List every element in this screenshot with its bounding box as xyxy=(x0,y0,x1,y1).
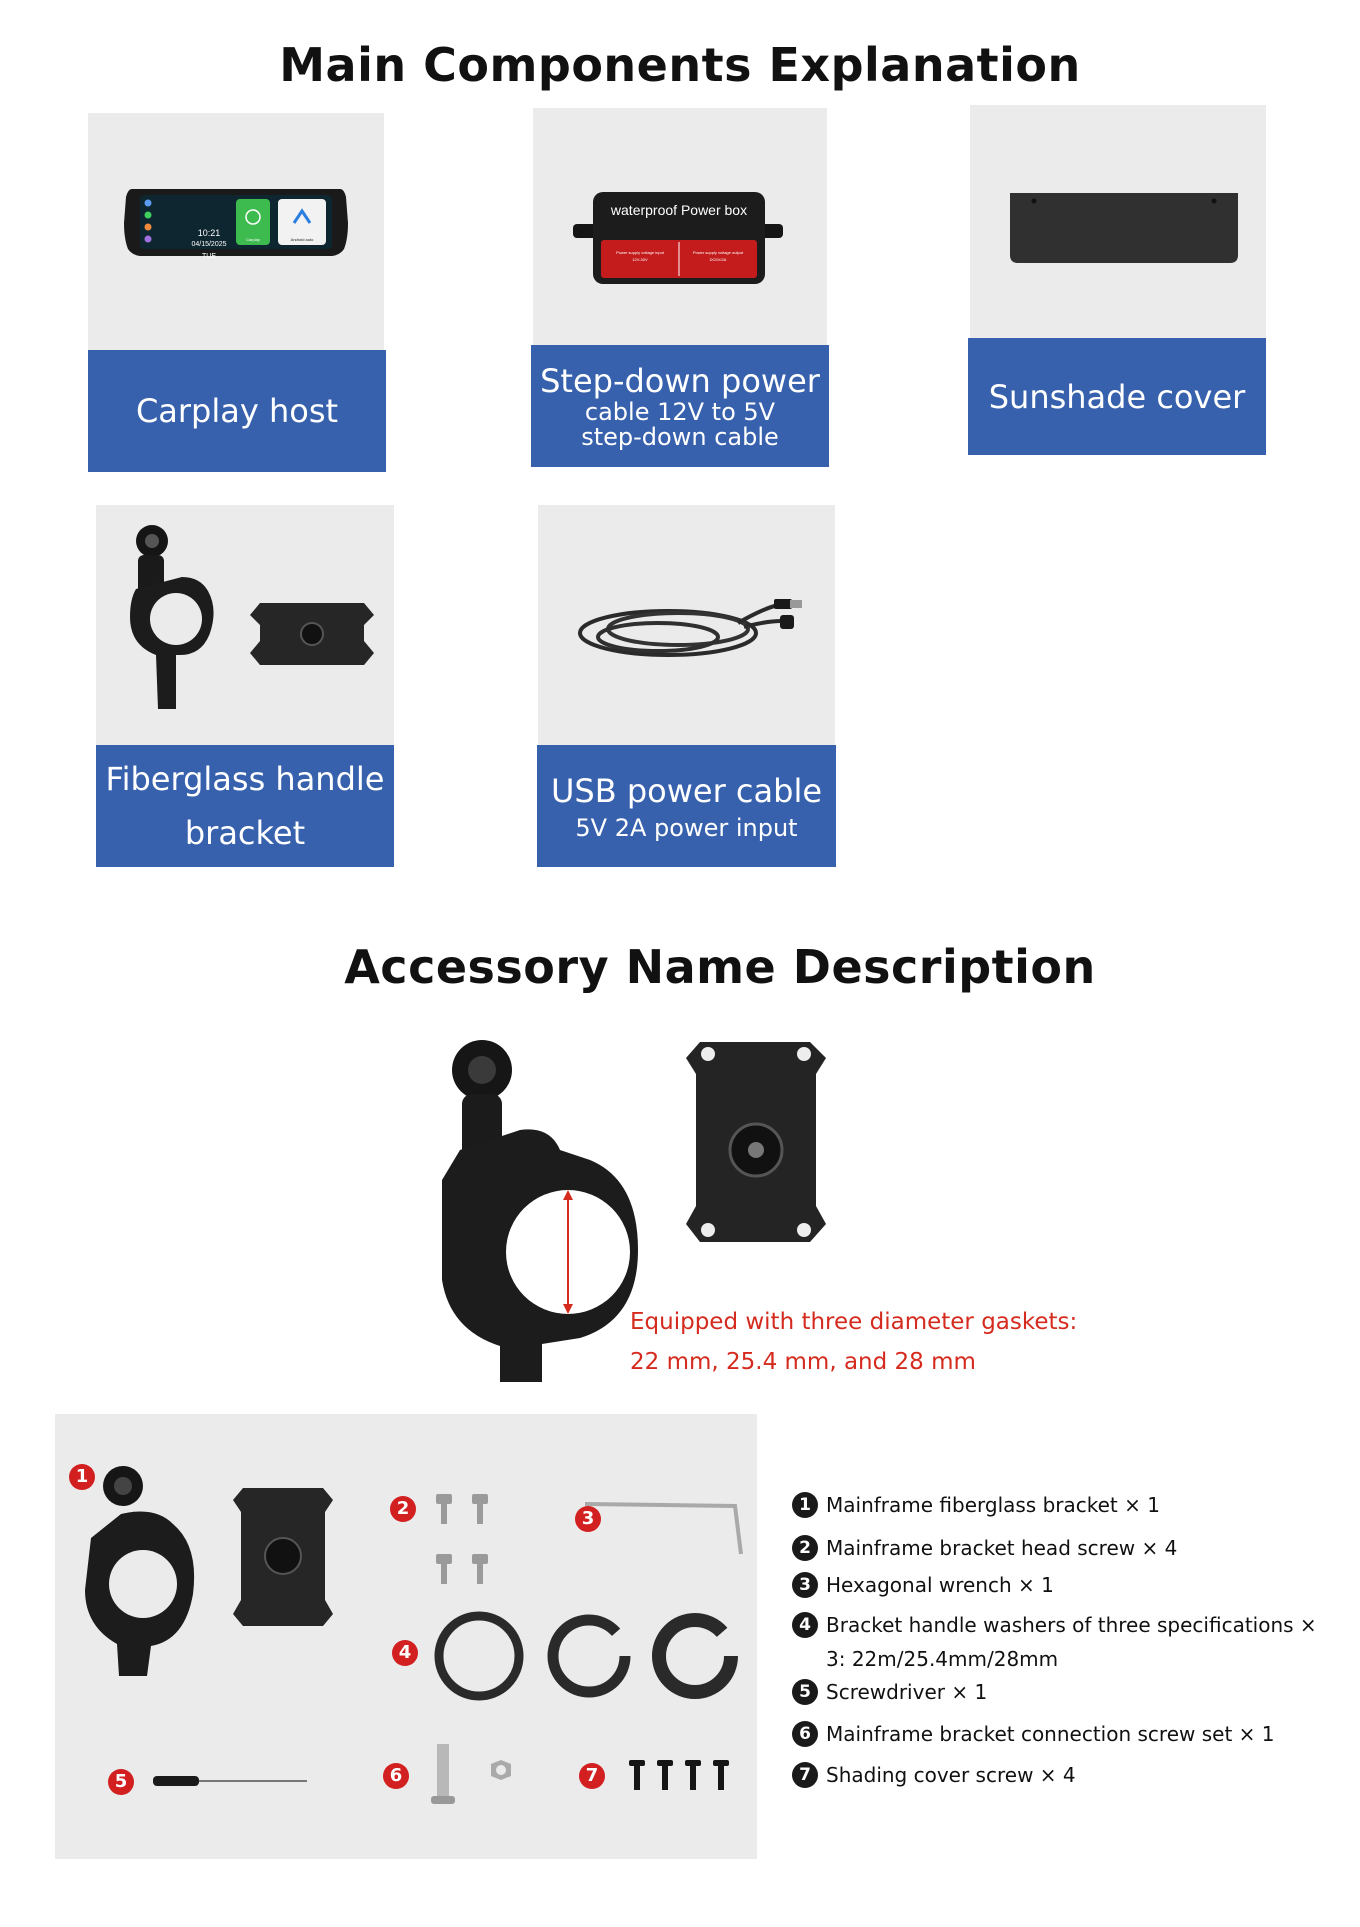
carplay-host-photo xyxy=(88,113,384,350)
badge-1: 1 xyxy=(69,1464,95,1490)
screen-clock xyxy=(182,227,236,263)
list-text: Bracket handle washers of three specifications × 3: 22m/25.4mm/28mm xyxy=(826,1613,1317,1671)
caption-label: USB power cable xyxy=(550,771,823,810)
caption-label: Step-down power xyxy=(540,362,820,400)
list-number: 2 xyxy=(792,1535,818,1561)
sunshade-photo xyxy=(970,105,1266,338)
list-text: Mainframe bracket connection screw set × 1 xyxy=(826,1722,1275,1746)
list-number: 4 xyxy=(792,1612,818,1638)
carplay-screen-icon xyxy=(88,113,384,350)
power-box-input-label: Power supply voltage input xyxy=(616,250,664,255)
list-number: 1 xyxy=(792,1492,818,1518)
caption-label: Sunshade cover xyxy=(988,377,1246,416)
badge-6: 6 xyxy=(383,1763,409,1789)
accessory-list-item xyxy=(792,1608,1322,1676)
screen-carplay-label: Carplay xyxy=(246,237,260,242)
caption-label: Carplay host xyxy=(135,392,339,430)
page-title: Main Components Explanation xyxy=(279,38,1081,92)
power-box-output xyxy=(679,249,757,263)
caption-label: Fiberglass handle bracket xyxy=(105,760,385,852)
accessory-list-item xyxy=(792,1675,987,1709)
power-box-label: waterproof Power box xyxy=(610,202,748,218)
power-box-input xyxy=(601,249,679,263)
gasket-note xyxy=(630,1302,1077,1382)
list-number: 3 xyxy=(792,1572,818,1598)
power-box-output-value: DC5V/2A xyxy=(709,257,727,262)
accessory-list-item xyxy=(792,1488,1160,1522)
list-text: Shading cover screw × 4 xyxy=(826,1763,1076,1787)
gasket-note-line1: Equipped with three diameter gaskets: xyxy=(630,1309,1078,1335)
badge-3: 3 xyxy=(575,1506,601,1532)
list-number: 7 xyxy=(792,1762,818,1788)
accessory-list-item xyxy=(792,1717,1275,1751)
caption-usb-power-cable xyxy=(537,745,836,867)
gasket-note-line2: 22 mm, 25.4 mm, and 28 mm xyxy=(630,1349,976,1375)
sunshade-icon xyxy=(970,105,1266,338)
badge-7: 7 xyxy=(579,1763,605,1789)
power-box-photo xyxy=(533,108,827,346)
power-box-output-label: Power supply voltage output xyxy=(692,250,744,255)
list-number: 5 xyxy=(792,1679,818,1705)
screen-android-label: Android auto xyxy=(290,237,314,242)
screen-day: TUE xyxy=(202,253,216,260)
accessories-parts-icon xyxy=(55,1414,757,1859)
list-text: Screwdriver × 1 xyxy=(826,1680,988,1704)
caption-carplay-host xyxy=(88,350,386,472)
accessory-list-item xyxy=(792,1758,1076,1792)
list-number: 6 xyxy=(792,1721,818,1747)
caption-sublabel: 5V 2A power input xyxy=(575,813,798,842)
badge-4: 4 xyxy=(392,1640,418,1666)
accessories-photo xyxy=(55,1414,757,1859)
caption-step-down-power xyxy=(531,345,829,467)
power-box-input-value: 12V-30V xyxy=(632,257,648,262)
usb-cable-icon xyxy=(538,505,835,745)
bracket-photo xyxy=(96,505,394,745)
badge-2: 2 xyxy=(390,1496,416,1522)
accessory-list-item xyxy=(792,1531,1177,1565)
power-box-icon xyxy=(533,108,827,346)
list-text: Mainframe bracket head screw × 4 xyxy=(826,1536,1178,1560)
caption-sublabel: cable 12V to 5V step-down cable xyxy=(581,398,779,451)
screen-date: 04/15/2025 xyxy=(191,241,227,248)
usb-cable-photo xyxy=(538,505,835,745)
caption-sunshade-cover xyxy=(968,338,1266,455)
list-text: Hexagonal wrench × 1 xyxy=(826,1573,1054,1597)
list-text: Mainframe fiberglass bracket × 1 xyxy=(826,1493,1160,1517)
section-title-accessory: Accessory Name Description xyxy=(344,940,1096,994)
badge-5: 5 xyxy=(108,1769,134,1795)
screen-time: 10:21 xyxy=(197,228,221,238)
accessory-list-item xyxy=(792,1568,1054,1602)
caption-fiberglass-bracket xyxy=(96,745,394,867)
bracket-icon xyxy=(96,505,394,745)
